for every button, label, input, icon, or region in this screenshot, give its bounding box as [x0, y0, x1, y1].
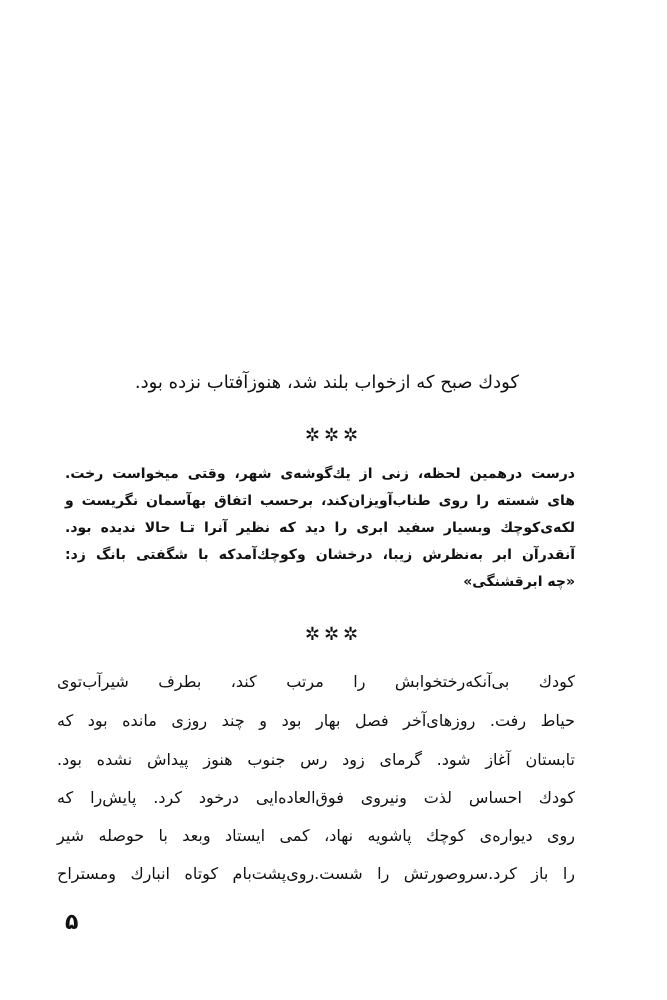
body-paragraph-line: روی دیواره‌ی کوچك پاشویه نهاد، کمی ایستاد وبعد با حوصله شیر	[57, 826, 575, 845]
bold-paragraph-line: های شسته را روی طناب‌آویزان‌کند، برحسب اتفاق بهآسمان نگریست و	[65, 493, 575, 509]
bold-paragraph-line: آنقدرآن ابر به‌نظرش زیبا، درخشان وکوچك‌آمدکه با شگفتی بانگ زد:	[65, 547, 575, 563]
page-number: ۵	[65, 910, 79, 935]
opening-line: کودك صبح که ازخواب بلند شد، هنوزآفتاب نزده بود.	[134, 372, 519, 393]
body-paragraph-line: حیاط رفت. روزهای‌آخر فصل بهار بود و چند روزی مانده بود که	[57, 711, 575, 730]
section-separator-1: ✲✲✲	[304, 425, 363, 446]
body-paragraph-line: کودك بی‌آنکه‌رختخوابش را مرتب کند، بطرف شیرآب‌توی	[57, 672, 575, 691]
body-paragraph-line: تابستان آغاز شود. گرمای زود رس جنوب هنوز پیداش نشده بود.	[57, 750, 575, 769]
bold-paragraph-line: لکه‌ی‌کوچك وبسیار سفید ابری را دید که نظیر آنرا تـا حالا ندیده بود.	[65, 520, 575, 536]
bold-paragraph-line: «چه ابرقشنگی»	[463, 574, 575, 590]
section-separator-2: ✲✲✲	[304, 624, 363, 645]
body-paragraph-line: کودك احساس لذت ونیروی فوق‌العاده‌ایی درخود کرد. پایش‌را که	[57, 788, 575, 807]
bold-paragraph-line: درست درهمین لحظه، زنی از یك‌گوشه‌ی شهر، وقتی میخواست رخت.	[65, 466, 575, 482]
body-paragraph-line: را باز کرد.سروصورتش را شست.روی‌پشت‌بام کوتاه انبارك ومستراح	[57, 864, 575, 883]
